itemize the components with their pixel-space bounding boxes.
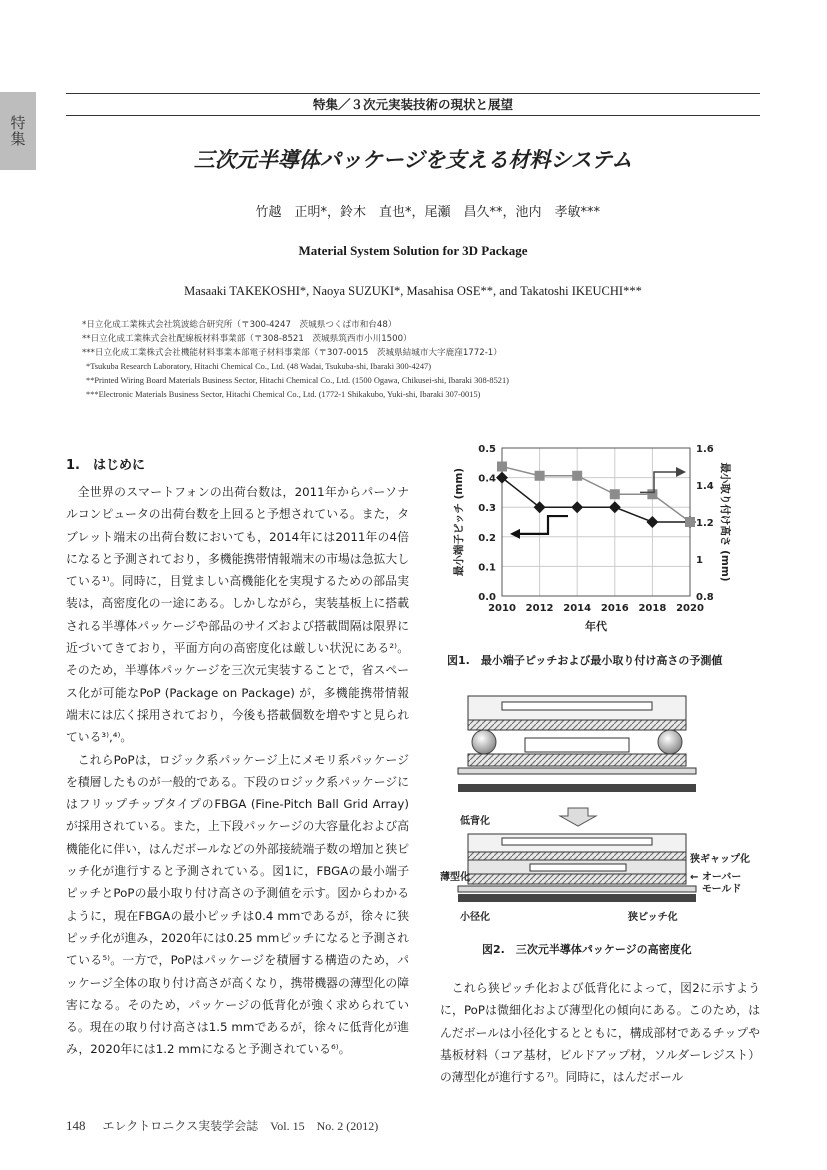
journal-name: エレクトロニクス実装学会誌 Vol. 15 No. 2 (2012) — [102, 1119, 379, 1133]
y2-tick-label: 1.2 — [696, 518, 714, 529]
label-small-diameter: 小径化 — [460, 912, 490, 923]
arrow-down-icon — [560, 808, 596, 826]
affiliation-jp-1: *日立化成工業株式会社筑波総合研究所（〒300-4247 茨城県つくば市和台48） — [82, 320, 397, 330]
upper-chip-thin — [502, 838, 652, 845]
label-thin: 薄型化 — [440, 872, 470, 883]
solder-ball — [472, 730, 496, 754]
paragraph: 全世界のスマートフォンの出荷台数は，2011年からパーソナルコンピュータの出荷台数を上回ると予想されている。また，タブレット端末の出荷台数においても，2014年には2011年の4倍になると予測されており，多機能携帯情報端末の市場は急拡大している¹⁾。同時に，目覚ましい高機能化を実現するための部品実装は，高密度化の一途にある。しかしながら，実装基板上に搭載される半導体パッケージや部品のサイズおよび搭載間隔は限界に近づいてきており，平面方向の高密度化は厳しい状況にある²⁾。そのため，半導体パッケージを三次元実装することで，省スペース化が可能なPoP (Package on Package) が，多機能携帯情報端末には広く採用されており，今後も搭載個数を増やすと見られている³⁾,⁴⁾。 — [66, 485, 409, 745]
motherboard-top-2 — [458, 886, 696, 892]
x-tick-label: 2016 — [600, 603, 629, 614]
figure-2-diagram — [440, 688, 760, 928]
y-tick-label: 0.0 — [478, 592, 496, 603]
data-point — [610, 489, 620, 499]
body-right-column — [440, 977, 760, 1088]
authors-en: Masaaki TAKEKOSHI*, Naoya SUZUKI*, Masahisa OSE**, and Takatoshi IKEUCHI*** — [184, 284, 642, 298]
body-left-column — [66, 481, 409, 1061]
page-number: 148 — [66, 1118, 86, 1133]
section-tab: 特集 — [0, 92, 36, 170]
x-tick-label: 2010 — [488, 603, 516, 614]
y2-tick-label: 0.8 — [696, 592, 714, 603]
series-title: 特集／３次元実装技術の現状と展望 — [312, 97, 513, 112]
series-line — [502, 467, 690, 523]
label-narrow-pitch: 狭ピッチ化 — [628, 912, 678, 923]
arrow-left-axis — [514, 516, 568, 534]
upper-chip — [502, 702, 652, 710]
lower-substrate-thin — [468, 874, 686, 884]
paragraph: これら狭ピッチ化および低背化によって，図2に示すように，PoPは微細化および薄型化の傾向にある。このため，はんだボールは小径化するとともに，構成部材であるチップや基板材料（コア基材，ビルドアップ材，ソルダーレジスト）の薄型化が進行する⁷⁾。同時に，はんだボール — [440, 981, 760, 1085]
y2-tick-label: 1.6 — [696, 444, 714, 455]
affiliation-jp-2: **日立化成工業株式会社配線板材料事業部（〒308-8521 茨城県筑西市小川1500） — [82, 334, 412, 344]
arrow-right-head-icon — [676, 467, 686, 477]
y2-tick-label: 1.4 — [696, 481, 714, 492]
x-tick-label: 2012 — [525, 603, 554, 614]
label-narrow-gap: 狭ギャップ化 — [690, 854, 750, 865]
article-title-en: Material System Solution for 3D Package — [298, 243, 528, 258]
upper-substrate — [468, 720, 686, 730]
lower-substrate — [468, 754, 686, 766]
data-point — [647, 489, 657, 499]
header-rule-top — [66, 93, 760, 94]
motherboard-2 — [458, 894, 696, 902]
y-axis-label: 最小端子ピッチ (mm) — [453, 467, 465, 577]
y2-axis-label: 最小取り付け高さ (mm) — [719, 462, 731, 582]
x-tick-label: 2020 — [676, 603, 704, 614]
data-point — [571, 501, 583, 513]
y-tick-label: 0.5 — [478, 444, 496, 455]
figure-1-chart — [440, 436, 770, 646]
header-rule-bottom — [66, 115, 760, 116]
article-title: 三次元半導体パッケージを支える材料システム — [193, 148, 633, 172]
affiliation-jp-3: ***日立化成工業株式会社機能材料事業本部電子材料事業部（〒307-0015 茨城県結城市大字鹿窪1772-1） — [82, 348, 502, 358]
arrow-left-head-icon — [510, 529, 520, 539]
lower-chip-thin — [530, 864, 626, 871]
lower-chip — [525, 738, 629, 752]
package-diagram — [440, 688, 760, 928]
data-point — [497, 462, 507, 472]
y-tick-label: 0.1 — [478, 562, 496, 574]
x-tick-label: 2018 — [638, 603, 667, 614]
x-axis-label: 年代 — [585, 620, 607, 633]
label-low-profile: 低背化 — [460, 816, 490, 827]
figure-2-caption: 図2. 三次元半導体パッケージの高密度化 — [482, 943, 692, 956]
motherboard — [458, 784, 696, 792]
y-tick-label: 0.2 — [478, 532, 496, 544]
affiliation-en-3: ***Electronic Materials Business Sector, Hitachi Chemical Co., Ltd. (1772-1 Shikakubo, Yuki-shi, Ibaraki 307-0015) — [86, 390, 481, 399]
y2-tick-label: 1 — [696, 555, 703, 566]
data-point — [609, 501, 621, 513]
data-point — [535, 471, 545, 481]
figure-1-caption: 図1. 最小端子ピッチおよび最小取り付け高さの予測値 — [447, 654, 723, 667]
data-point — [685, 517, 695, 527]
label-overmold: ← オーバー モールド — [690, 872, 742, 895]
y-tick-label: 0.3 — [478, 503, 496, 515]
arrow-right-axis — [640, 472, 680, 492]
authors-jp: 竹越 正明*，鈴木 直也*，尾瀬 昌久**，池内 孝敏*** — [255, 205, 600, 220]
chart-svg — [440, 436, 770, 646]
solder-ball — [658, 730, 682, 754]
upper-substrate-thin — [468, 852, 686, 860]
data-point — [572, 471, 582, 481]
motherboard-top — [458, 768, 696, 774]
page-footer — [66, 1117, 378, 1134]
x-tick-label: 2014 — [563, 603, 592, 614]
affiliation-en-1: *Tsukuba Research Laboratory, Hitachi Chemical Co., Ltd. (48 Wadai, Tsukuba-shi, Ibaraki 300-4247) — [86, 362, 432, 371]
paragraph: これらPoPは，ロジック系パッケージ上にメモリ系パッケージを積層したものが一般的である。下段のロジック系パッケージにはフリップチップタイプのFBGA (Fine-Pitch Ball Grid Array) が採用されている。また，上下段パッケージの大容量化および高機能化に伴い，はんだボールなどの外部接続端子数の増加と狭ピッチ化が進行すると予測されている。図1に，FBGAの最小端子ピッチとPoPの最小取り付け高さの予測値を示す。図からわかるように，現在FBGAの最小ピッチは0.4 mmであるが，徐々に狭ピッチ化が進み，2020年には0.25 mmピッチになると予測されている⁵⁾。一方で，PoPはパッケージを積層する構造のため，パッケージ全体の取り付け高さが高くなり，携帯機器の薄型化の障害になる。そのため，パッケージの低背化が強く求められている。現在の取り付け高さは1.5 mmであるが，徐々に低背化が進み，2020年には1.2 mmになると予測されている⁶⁾。 — [66, 752, 409, 1057]
section-heading: 1. はじめに — [66, 458, 145, 473]
affiliation-en-2: **Printed Wiring Board Materials Business Sector, Hitachi Chemical Co., Ltd. (1500 Ogawa, Chikusei-shi, Ibaraki 308-8521) — [86, 376, 509, 385]
y-tick-label: 0.4 — [478, 473, 496, 485]
data-point — [646, 516, 658, 528]
